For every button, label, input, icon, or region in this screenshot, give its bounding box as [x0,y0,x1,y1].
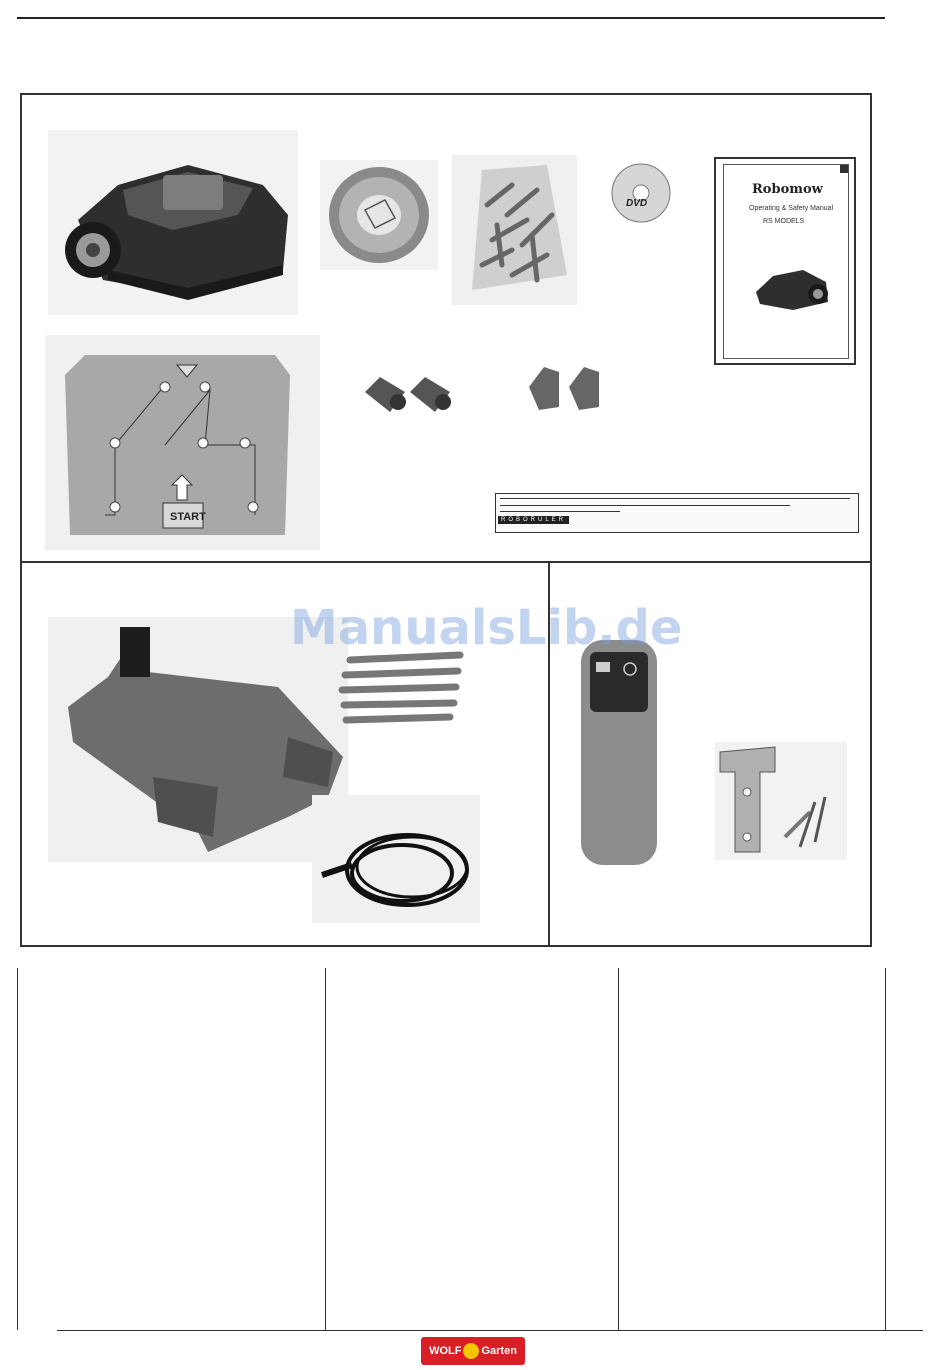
start-label: START [170,511,206,523]
manual-models: RS MODELS [763,218,805,225]
column-divider [618,968,619,1330]
column-divider [17,968,18,1330]
dvd-label: DVD [626,198,648,209]
logo-left-text: WOLF [429,1345,462,1357]
column-divider [325,968,326,1330]
dvd-image [610,158,672,228]
wire-spool-image [320,160,438,270]
manual-mower-image [748,262,832,314]
power-cable-image [312,795,480,923]
bottom-rule [57,1330,923,1331]
robot-mower-image [48,130,298,315]
remote-control-image [578,637,660,867]
ruler-line [500,505,790,506]
pegs-bag-image [452,155,577,305]
wolf-head-icon [463,1343,479,1359]
mounting-bracket-image [715,742,847,860]
roboruler [495,493,859,533]
ruler-line [500,511,620,512]
wolf-garten-logo [421,1337,525,1365]
top-rule [17,17,885,19]
book-icon [840,165,848,173]
column-divider [885,968,886,1330]
ruler-line [500,498,850,499]
stakes-image [330,645,470,730]
manual-title: Operating & Safety Manual [749,205,834,212]
wire-connectors-image [360,372,460,417]
watermark: ManualsLib.de [290,600,683,656]
roboruler-label: ROBORULER [498,516,569,524]
manual-brand: Robomow [752,182,823,197]
logo-right-text: Garten [481,1345,517,1357]
splice-connectors-image [524,362,610,412]
